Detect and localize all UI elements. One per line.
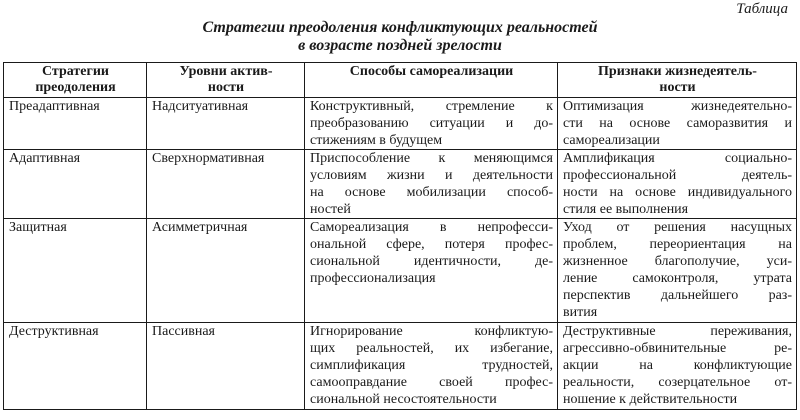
table-row bbox=[4, 323, 797, 410]
cell-signs: Уход от решения насущных проблем, переориентация на жизненное благополучие, уси- ление самоконтроля, утрата перспектив дальнейшего раз- вития bbox=[558, 219, 797, 323]
cell-level: Сверхнормативная bbox=[147, 150, 305, 219]
table-header-row bbox=[4, 63, 797, 98]
cell-level: Асимметричная bbox=[147, 219, 305, 323]
cell-signs: Амплификация социально- профессиональной деятель- ности на основе индивидуального стиля ее выполнения bbox=[558, 150, 797, 219]
table-title-line: Стратегии преодоления конфликтующих реальностей bbox=[202, 19, 598, 36]
cell-method: Игнорирование конфликтую- щих реальностей, их избегание, симплификация трудностей, самооправдание своей профес- сиональной несостоятельности bbox=[305, 323, 558, 410]
table-title bbox=[0, 19, 800, 55]
cell-level: Пассивная bbox=[147, 323, 305, 410]
header-self-realization-methods: Способы самореализации bbox=[305, 63, 558, 98]
cell-level: Надситуативная bbox=[147, 98, 305, 150]
cell-strategy: Преадаптивная bbox=[4, 98, 147, 150]
cell-method: Конструктивный, стремление к преобразованию ситуации и до- стижениям в будущем bbox=[305, 98, 558, 150]
table-row bbox=[4, 98, 797, 150]
table-label: Таблица bbox=[736, 1, 788, 17]
header-life-activity-signs: Признаки жизнедеятель- ности bbox=[558, 63, 797, 98]
cell-strategy: Защитная bbox=[4, 219, 147, 323]
strategies-table bbox=[3, 62, 797, 410]
cell-method: Самореализация в непрофесси- ональной сфере, потеря профес- сиональной идентичности, де- профессионализация bbox=[305, 219, 558, 323]
cell-signs: Оптимизация жизнедеятельно- сти на основе саморазвития и самореализации bbox=[558, 98, 797, 150]
cell-method: Приспособление к меняющимся условиям жизни и деятельности на основе мобилизации способ- ностей bbox=[305, 150, 558, 219]
table-row bbox=[4, 150, 797, 219]
cell-signs: Деструктивные переживания, агрессивно-обвинительные ре- акции на конфликтующие реальности, созерцательное от- ношение к действительности bbox=[558, 323, 797, 410]
header-activity-levels: Уровни актив- ности bbox=[147, 63, 305, 98]
header-strategies: Стратегии преодоления bbox=[4, 63, 147, 98]
cell-strategy: Деструктивная bbox=[4, 323, 147, 410]
table-title-line: в возрасте поздней зрелости bbox=[298, 37, 502, 54]
cell-strategy: Адаптивная bbox=[4, 150, 147, 219]
table-row bbox=[4, 219, 797, 323]
